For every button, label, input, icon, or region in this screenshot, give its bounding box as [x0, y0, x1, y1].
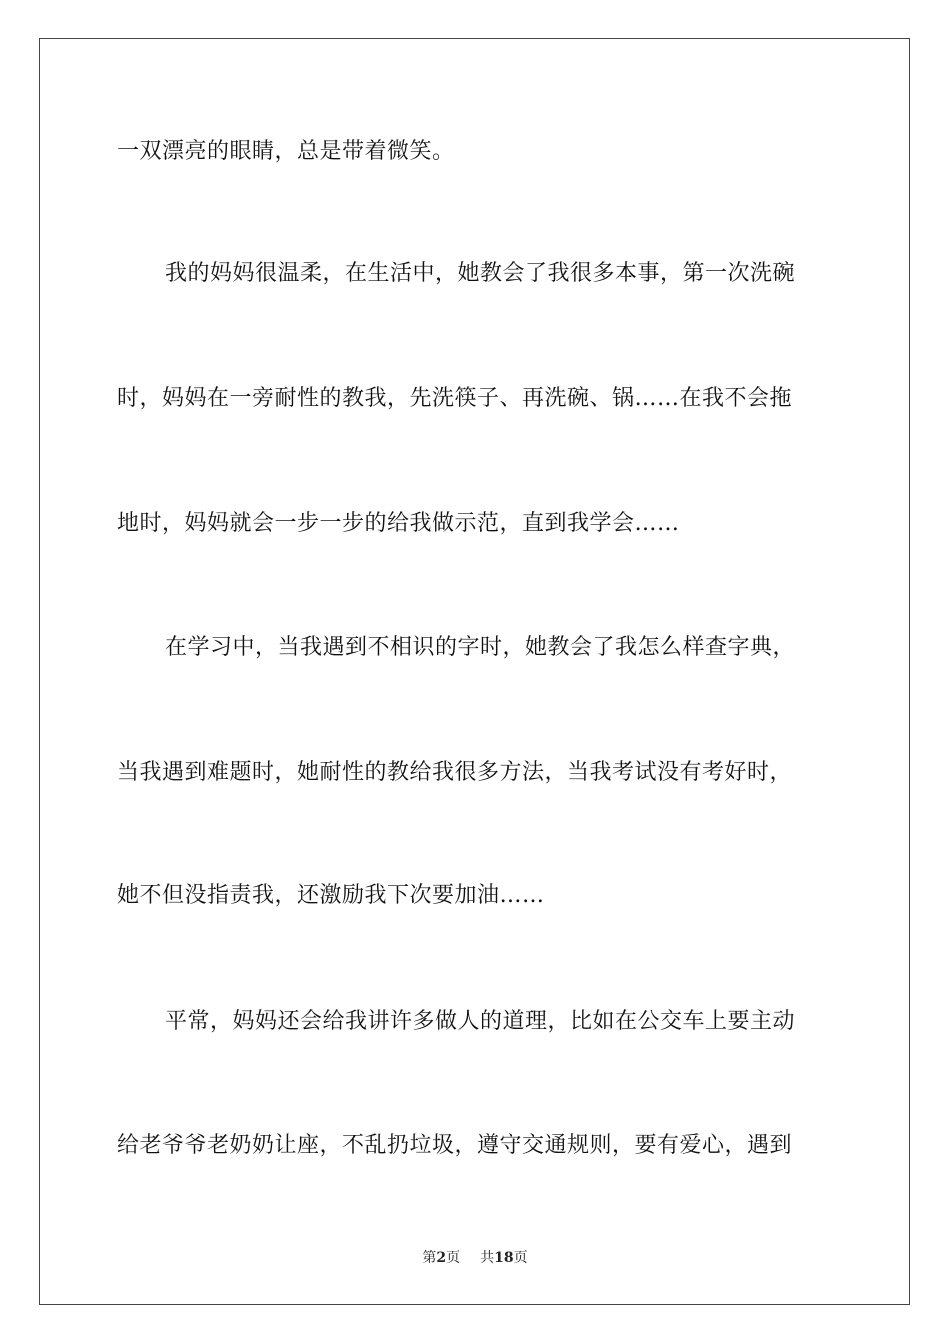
paragraph-line-8: 平常，妈妈还会给我讲许多做人的道理，比如在公交车上要主动: [165, 1009, 796, 1034]
paragraph-line-5: 在学习中，当我遇到不相识的字时，她教会了我怎么样查字典，: [165, 635, 796, 660]
paragraph-line-9: 给老爷爷老奶奶让座，不乱扔垃圾，遵守交通规则，要有爱心，遇到: [117, 1133, 793, 1158]
paragraph-line-7: 她不但没指责我，还激励我下次要加油……: [117, 883, 545, 908]
paragraph-line-2: 我的妈妈很温柔，在生活中，她教会了我很多本事，第一次洗碗: [165, 261, 796, 286]
total-suffix: 页: [513, 1250, 528, 1266]
page-prefix: 第: [422, 1250, 437, 1266]
page-number: 2: [436, 1250, 447, 1266]
total-pages: 18: [494, 1250, 514, 1266]
total-prefix: 共: [480, 1250, 495, 1266]
paragraph-line-3: 时，妈妈在一旁耐性的教我，先洗筷子、再洗碗、锅……在我不会拖: [117, 386, 793, 411]
page-border: [39, 38, 910, 1305]
paragraph-line-4: 地时，妈妈就会一步一步的给我做示范，直到我学会……: [117, 511, 680, 536]
text-line-1: 一双漂亮的眼睛，总是带着微笑。: [117, 139, 455, 164]
page-suffix: 页: [446, 1250, 461, 1266]
paragraph-line-6: 当我遇到难题时，她耐性的教给我很多方法，当我考试没有考好时，: [117, 760, 793, 785]
page-footer: [0, 1248, 950, 1268]
